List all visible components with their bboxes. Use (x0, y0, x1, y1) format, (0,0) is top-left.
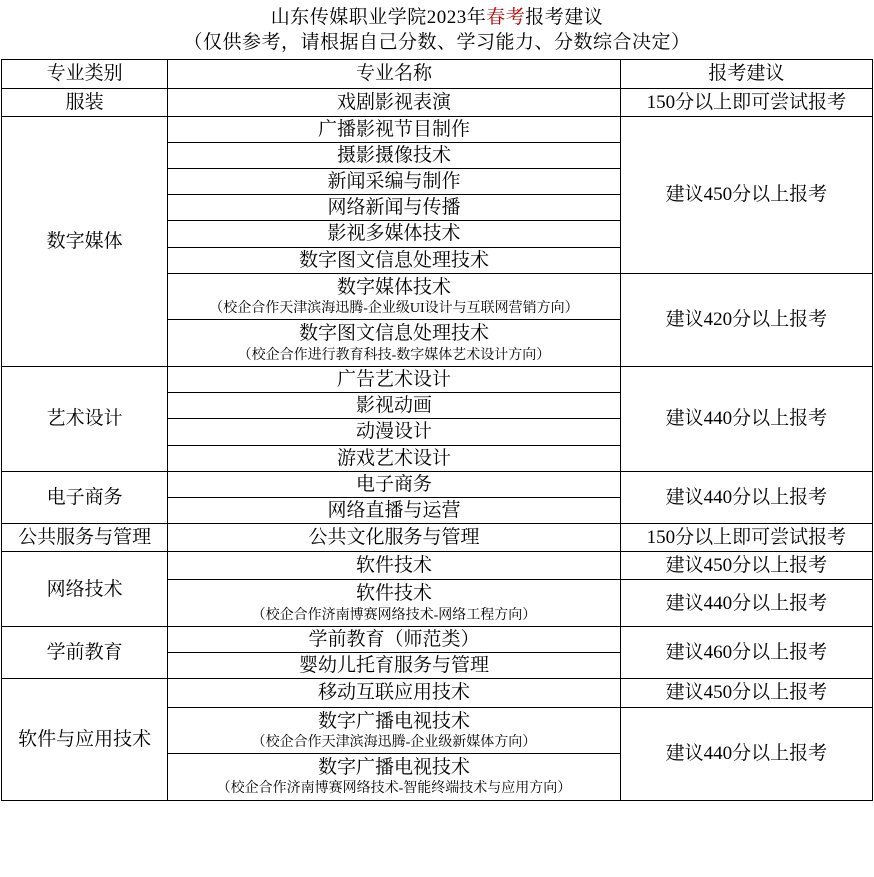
major-cell (168, 116, 621, 142)
major-name: 婴幼儿托育服务与管理 (298, 655, 489, 677)
table-row (2, 524, 873, 552)
major-cell (168, 320, 621, 367)
major-cell (168, 273, 621, 320)
major-name: 数字媒体技术 (336, 276, 451, 298)
major-name: 影视多媒体技术 (327, 223, 461, 245)
category-cell: 网络技术 (2, 552, 168, 627)
major-cell (168, 679, 621, 707)
major-name: 数字广播电视技术 (317, 710, 470, 732)
advice-cell: 150分以上即可尝试报考 (620, 88, 872, 116)
major-note: （校企合作天津滨海迅腾-企业级新媒体方向） (251, 734, 537, 750)
column-header-major: 专业名称 (168, 60, 621, 88)
title-accent: 春考 (486, 7, 526, 28)
major-name: 软件技术 (355, 555, 432, 577)
category-cell: 电子商务 (2, 471, 168, 523)
major-cell (168, 754, 621, 801)
major-cell (168, 524, 621, 552)
major-name: 移动互联应用技术 (317, 682, 470, 704)
major-name: 数字图文信息处理技术 (298, 249, 489, 271)
major-cell (168, 653, 621, 679)
advice-cell: 建议460分以上报考 (620, 627, 872, 679)
category-cell: 公共服务与管理 (2, 524, 168, 552)
major-name: 影视动画 (355, 395, 432, 417)
advice-cell: 建议450分以上报考 (620, 116, 872, 273)
major-name: 动漫设计 (355, 421, 432, 443)
major-cell (168, 195, 621, 221)
page-title (2, 0, 873, 31)
major-note: （校企合作天津滨海迅腾-企业级UI设计与互联网营销方向） (209, 300, 579, 316)
advice-cell: 建议420分以上报考 (620, 273, 872, 366)
major-cell (168, 419, 621, 445)
title-suffix: 报考建议 (525, 7, 604, 28)
category-cell: 数字媒体 (2, 116, 168, 366)
category-cell: 学前教育 (2, 627, 168, 679)
major-name: 游戏艺术设计 (336, 447, 451, 469)
major-note: （校企合作济南博赛网络技术-网络工程方向） (251, 607, 537, 623)
major-name: 广播影视节目制作 (317, 118, 470, 140)
major-name: 摄影摄像技术 (336, 144, 451, 166)
major-cell (168, 471, 621, 497)
advice-cell: 建议450分以上报考 (620, 552, 872, 580)
major-name: 公共文化服务与管理 (308, 527, 480, 549)
advice-cell: 150分以上即可尝试报考 (620, 524, 872, 552)
category-cell: 服装 (2, 88, 168, 116)
major-name: 数字图文信息处理技术 (298, 323, 489, 345)
major-name: 电子商务 (355, 473, 432, 495)
document-title-row (2, 0, 873, 31)
major-name: 网络新闻与传播 (327, 197, 461, 219)
advice-cell: 建议440分以上报考 (620, 707, 872, 800)
major-cell (168, 247, 621, 273)
major-name: 数字广播电视技术 (317, 757, 470, 779)
column-header-category: 专业类别 (2, 60, 168, 88)
page-subtitle: （仅供参考，请根据自己分数、学习能力、分数综合决定） (183, 32, 691, 54)
major-name: 软件技术 (355, 583, 432, 605)
major-cell (168, 627, 621, 653)
recommendation-table (1, 0, 873, 801)
table-row (2, 627, 873, 653)
major-name: 网络直播与运营 (327, 499, 461, 521)
column-header-advice: 报考建议 (620, 60, 872, 88)
table-header-row (2, 60, 873, 88)
major-cell (168, 445, 621, 471)
major-cell (168, 88, 621, 116)
major-cell (168, 142, 621, 168)
document-subtitle-row (2, 31, 873, 60)
major-name: 广告艺术设计 (336, 369, 451, 391)
advice-cell: 建议440分以上报考 (620, 580, 872, 627)
advice-cell: 建议440分以上报考 (620, 471, 872, 523)
table-row (2, 116, 873, 142)
table-row (2, 552, 873, 580)
major-cell (168, 393, 621, 419)
major-cell (168, 169, 621, 195)
advice-cell: 建议440分以上报考 (620, 367, 872, 472)
category-cell: 软件与应用技术 (2, 679, 168, 801)
table-row (2, 88, 873, 116)
major-cell (168, 497, 621, 523)
major-note: （校企合作济南博赛网络技术-智能终端技术与应用方向） (216, 781, 572, 797)
table-row (2, 471, 873, 497)
major-cell (168, 221, 621, 247)
major-name: 学前教育（师范类） (308, 629, 480, 651)
major-name: 戏剧影视表演 (336, 91, 451, 113)
major-cell (168, 367, 621, 393)
major-cell (168, 707, 621, 754)
title-prefix: 山东传媒职业学院2023年 (270, 7, 487, 28)
major-cell (168, 552, 621, 580)
advice-cell: 建议450分以上报考 (620, 679, 872, 707)
major-cell (168, 580, 621, 627)
category-cell: 艺术设计 (2, 367, 168, 472)
major-name: 新闻采编与制作 (327, 171, 461, 193)
major-note: （校企合作进行教育科技-数字媒体艺术设计方向） (237, 347, 551, 363)
table-row (2, 679, 873, 707)
table-row (2, 367, 873, 393)
